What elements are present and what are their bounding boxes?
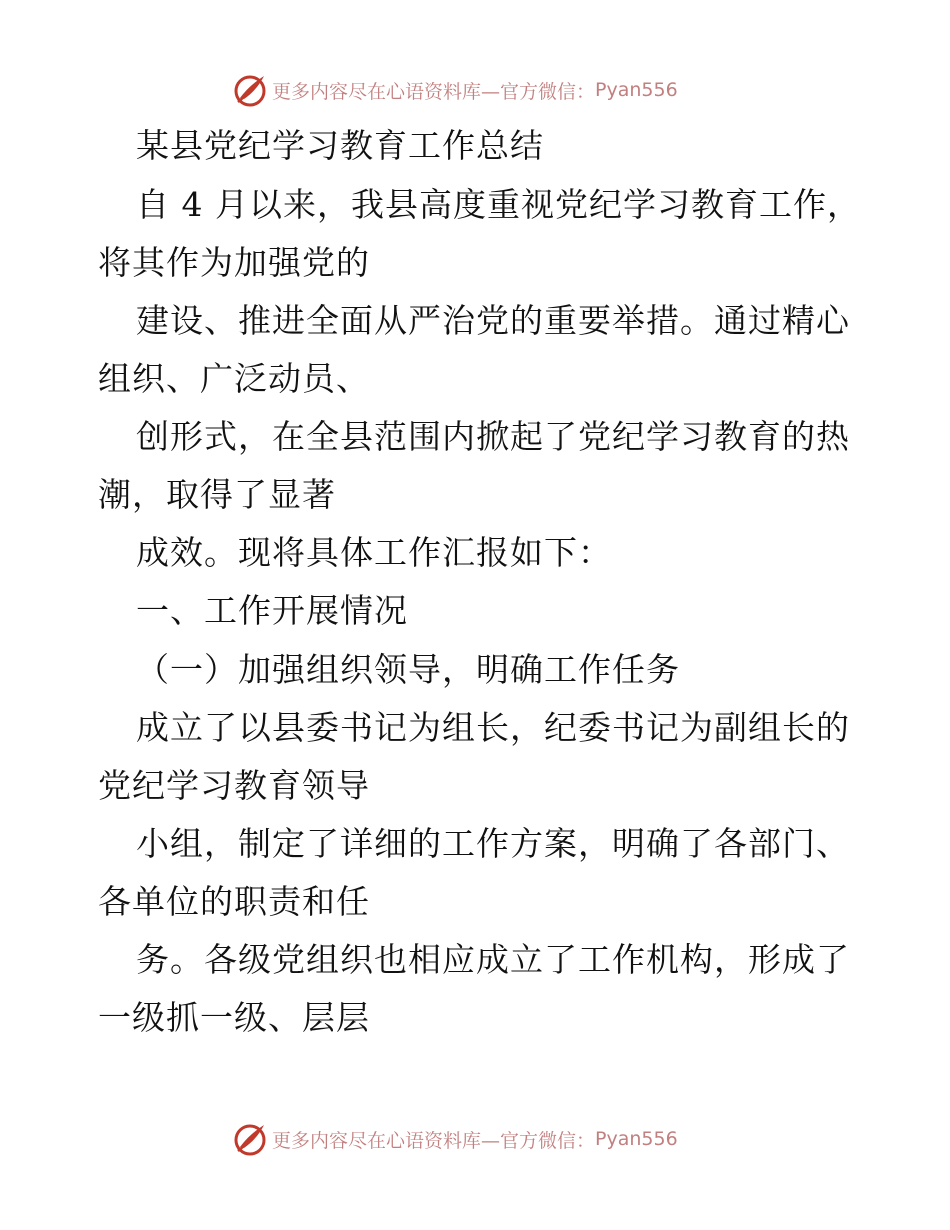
paragraph-line: 自 4 月以来，我县高度重视党纪学习教育工作， bbox=[136, 185, 861, 224]
watermark-text: 更多内容尽在心语资料库—官方微信： bbox=[272, 1129, 596, 1152]
paragraph-line: 党纪学习教育领导 bbox=[98, 766, 370, 805]
paragraph-line: 小组，制定了详细的工作方案，明确了各部门、 bbox=[136, 824, 850, 863]
quill-logo-icon bbox=[232, 1121, 268, 1157]
paragraph-line: 建设、推进全面从严治党的重要举措。通过精心 bbox=[136, 301, 850, 340]
watermark-wechat-id: Pyan556 bbox=[595, 79, 678, 101]
section-heading: 一、工作开展情况 bbox=[136, 591, 408, 630]
paragraph-line: 成立了以县委书记为组长，纪委书记为副组长的 bbox=[136, 708, 850, 747]
watermark-header bbox=[232, 72, 678, 108]
watermark-text: 更多内容尽在心语资料库—官方微信： bbox=[272, 80, 596, 103]
paragraph-line: 潮，取得了显著 bbox=[98, 475, 336, 514]
paragraph-line: 一级抓一级、层层 bbox=[98, 998, 370, 1037]
document-title: 某县党纪学习教育工作总结 bbox=[136, 126, 544, 165]
paragraph-line: 成效。现将具体工作汇报如下： bbox=[136, 533, 612, 572]
paragraph-line: 将其作为加强党的 bbox=[98, 243, 370, 282]
subsection-heading: （一）加强组织领导，明确工作任务 bbox=[136, 650, 680, 689]
paragraph-line: 务。各级党组织也相应成立了工作机构，形成了 bbox=[136, 940, 850, 979]
paragraph-line: 组织、广泛动员、 bbox=[98, 359, 370, 398]
watermark-wechat-id: Pyan556 bbox=[595, 1128, 678, 1150]
watermark-footer bbox=[232, 1121, 678, 1157]
quill-logo-icon bbox=[232, 72, 268, 108]
paragraph-line: 各单位的职责和任 bbox=[98, 882, 370, 921]
paragraph-line: 创形式，在全县范围内掀起了党纪学习教育的热 bbox=[136, 417, 850, 456]
